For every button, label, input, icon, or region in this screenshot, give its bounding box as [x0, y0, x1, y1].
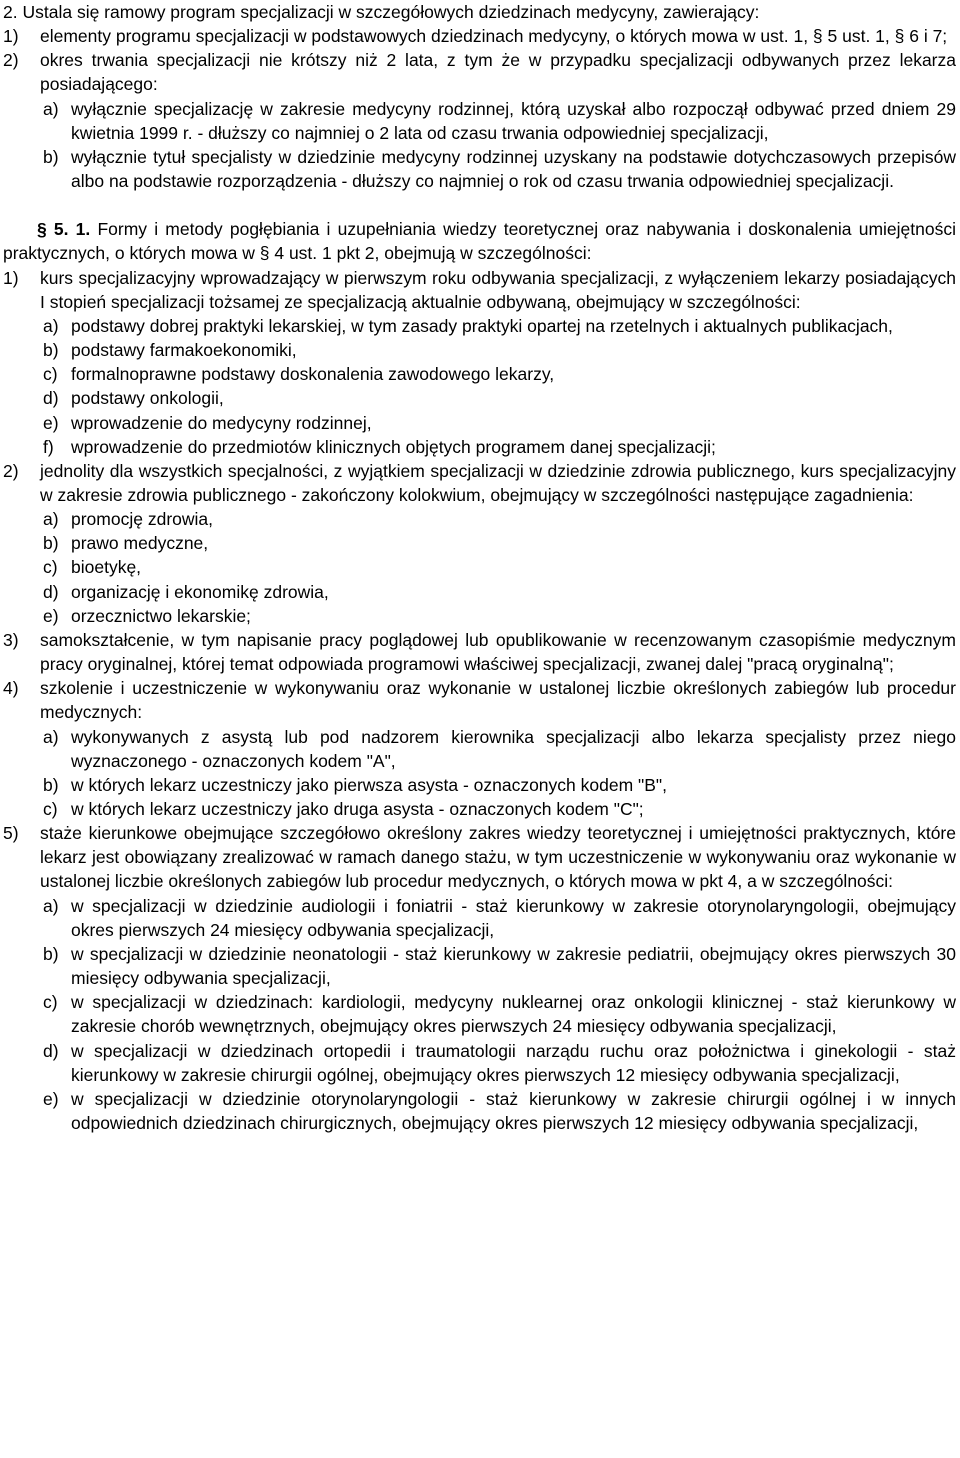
- letter-number: a): [43, 509, 59, 530]
- letter-number: a): [43, 726, 59, 747]
- letter-text: bioetykę,: [71, 557, 142, 578]
- letter-item: [3, 435, 956, 459]
- letter-text: wprowadzenie do medycyny rodzinnej,: [71, 412, 372, 433]
- point-text: samokształcenie, w tym napisanie pracy poglądowej lub opublikowanie w recenzowanym czasopiśmie medycznym pracy oryginalnej, której temat odpowiada programowi właściwej specjalizacji, zwanej dalej "pracą oryginalną";: [40, 629, 956, 675]
- letter-text: wyłącznie specjalizację w zakresie medycyny rodzinnej, którą uzyskał albo rozpoczął odbywać przed dniem 29 kwietnia 1999 r. - dłuższy co najmniej o 2 lata od czasu trwania odpowiedniej specjalizacji,: [71, 98, 956, 143]
- letter-text: formalnoprawne podstawy doskonalenia zawodowego lekarzy,: [71, 364, 555, 385]
- letter-item: [3, 531, 956, 555]
- letter-item: [3, 507, 956, 531]
- point-number: 1): [3, 26, 19, 47]
- letter-number: c): [43, 364, 58, 385]
- letter-item-a: [3, 97, 956, 145]
- letter-text: w których lekarz uczestniczy jako druga asysta - oznaczonych kodem "C";: [71, 799, 644, 819]
- point-number: 2): [3, 50, 19, 71]
- point-1: [3, 24, 956, 48]
- section-intro-text: Formy i metody pogłębiania i uzupełniania wiedzy teoretycznej oraz nabywania i doskonalenia umiejętności praktycznych, o których mowa w § 4 ust. 1 pkt 2, obejmują w szczególności:: [3, 219, 956, 264]
- letter-text: podstawy farmakoekonomiki,: [71, 340, 297, 361]
- letter-text: wprowadzenie do przedmiotów klinicznych objętych programem danej specjalizacji;: [71, 436, 716, 457]
- section-heading: § 5. 1.: [37, 219, 91, 240]
- letter-item: [3, 604, 956, 628]
- letter-text: w specjalizacji w dziedzinach: kardiologii, medycyny nuklearnej oraz onkologii klinicznej - staż kierunkowy w zakresie chorób wewnętrznych, obejmujący okres pierwszych 24 miesięcy odbywania specjalizacji,: [71, 992, 956, 1037]
- point-number: 2): [3, 460, 19, 481]
- letter-number: c): [43, 557, 58, 578]
- item-text: Ustala się ramowy program specjalizacji w szczegółowych dziedzinach medycyny, zawierający:: [22, 2, 760, 22]
- letter-number: b): [43, 533, 59, 554]
- letter-number: d): [43, 1040, 59, 1061]
- letter-text: w specjalizacji w dziedzinie neonatologii - staż kierunkowy w zakresie pediatrii, obejmujący okres pierwszych 30 miesięcy odbywania specjalizacji,: [71, 943, 956, 989]
- point-text: kurs specjalizacyjny wprowadzający w pierwszym roku odbywania specjalizacji, z wyłączeniem lekarzy posiadających I stopień specjalizacji tożsamej ze specjalizacją aktualnie odbywaną, obejmujący w szczególności:: [40, 267, 956, 312]
- letter-text: wyłącznie tytuł specjalisty w dziedzinie medycyny rodzinnej uzyskany na podstawie dotychczasowych przepisów albo na podstawie rozporządzenia - dłuższy co najmniej o rok od czasu trwania odpowiedniej specjalizacji.: [71, 146, 956, 192]
- letter-item: [3, 990, 956, 1038]
- section-point-3: [3, 628, 956, 676]
- letter-number: e): [43, 1088, 59, 1109]
- letter-item: [3, 1039, 956, 1087]
- letter-text: wykonywanych z asystą lub pod nadzorem kierownika specjalizacji albo lekarza specjalisty przez niego wyznaczonego - oznaczonych kodem "A",: [71, 726, 956, 771]
- letter-item: [3, 555, 956, 579]
- letter-text: promocję zdrowia,: [71, 509, 213, 530]
- letter-number: a): [43, 98, 59, 119]
- point-text: staże kierunkowe obejmujące szczegółowo określony zakres wiedzy teoretycznej i umiejętności praktycznych, które lekarz jest obowiązany zrealizować w ramach danego stażu, w tym uczestniczenie w wykonywaniu oraz wykonanie w ustalonej liczbie określonych zabiegów lub procedur medycznych, o których mowa w pkt 4, a w szczególności:: [40, 823, 956, 892]
- point-text: elementy programu specjalizacji w podstawowych dziedzinach medycyny, o których mowa w ust. 1, § 5 ust. 1, § 6 i 7;: [40, 26, 948, 47]
- letter-number: c): [43, 992, 58, 1013]
- letter-number: c): [43, 799, 58, 819]
- paragraph-item-2: [3, 0, 956, 24]
- letter-number: b): [43, 943, 59, 964]
- letter-number: b): [43, 774, 59, 795]
- letter-text: prawo medyczne,: [71, 533, 209, 554]
- letter-text: orzecznictwo lekarskie;: [71, 605, 251, 626]
- letter-item: [3, 386, 956, 410]
- letter-number: a): [43, 895, 59, 916]
- letter-item: [3, 942, 956, 990]
- letter-item: [3, 725, 956, 773]
- letter-item: [3, 1087, 956, 1135]
- point-text: okres trwania specjalizacji nie krótszy niż 2 lata, z tym że w przypadku specjalizacji odbywanych przez lekarza posiadającego:: [40, 50, 956, 95]
- section-5-intro: [3, 217, 956, 265]
- point-text: jednolity dla wszystkich specjalności, z wyjątkiem specjalizacji w dziedzinie zdrowia publicznego, kurs specjalizacyjny w zakresie zdrowia publicznego - zakończony kolokwium, obejmujący w szczególności następujące zagadnienia:: [40, 460, 956, 505]
- letter-text: w których lekarz uczestniczy jako pierwsza asysta - oznaczonych kodem "B",: [71, 774, 667, 795]
- letter-number: b): [43, 146, 59, 167]
- letter-text: podstawy onkologii,: [71, 388, 224, 409]
- section-point-4: [3, 676, 956, 724]
- letter-item: [3, 314, 956, 338]
- letter-item: [3, 362, 956, 386]
- letter-item: [3, 411, 956, 435]
- section-point-5: [3, 821, 956, 893]
- point-number: 3): [3, 629, 19, 650]
- letter-number: e): [43, 412, 59, 433]
- letter-number: f): [43, 436, 54, 457]
- letter-number: d): [43, 388, 59, 409]
- letter-item: [3, 773, 956, 797]
- point-number: 1): [3, 267, 19, 288]
- point-text: szkolenie i uczestniczenie w wykonywaniu oraz wykonanie w ustalonej liczbie określonych zabiegów lub procedur medycznych:: [40, 678, 956, 723]
- letter-text: organizację i ekonomikę zdrowia,: [71, 581, 329, 602]
- letter-text: w specjalizacji w dziedzinie otorynolaryngologii - staż kierunkowy w zakresie chirurgii ogólnej i w innych odpowiednich dziedzinach chirurgicznych, obejmujący okres pierwszych 12 miesięcy odbywania specjalizacji,: [71, 1088, 956, 1134]
- item-number: 2.: [3, 2, 18, 22]
- letter-number: a): [43, 315, 59, 336]
- point-2: [3, 48, 956, 96]
- letter-number: d): [43, 581, 59, 602]
- letter-text: w specjalizacji w dziedzinie audiologii i foniatrii - staż kierunkowy w zakresie otorynolaryngologii, obejmujący okres pierwszych 24 miesięcy odbywania specjalizacji,: [71, 895, 956, 940]
- letter-item: [3, 338, 956, 362]
- point-number: 4): [3, 678, 19, 699]
- letter-number: b): [43, 340, 59, 361]
- letter-item-b: [3, 145, 956, 193]
- section-point-2: [3, 459, 956, 507]
- letter-item: [3, 580, 956, 604]
- letter-item: [3, 894, 956, 942]
- letter-text: podstawy dobrej praktyki lekarskiej, w tym zasady praktyki opartej na rzetelnych i aktualnych publikacjach,: [71, 315, 893, 336]
- letter-item: [3, 797, 956, 821]
- point-number: 5): [3, 823, 19, 844]
- section-point-1: [3, 266, 956, 314]
- letter-number: e): [43, 605, 59, 626]
- letter-text: w specjalizacji w dziedzinach ortopedii i traumatologii narządu ruchu oraz położnictwa i ginekologii - staż kierunkowy w zakresie chirurgii ogólnej, obejmujący okres pierwszych 12 miesięcy odbywania specjalizacji,: [71, 1040, 956, 1085]
